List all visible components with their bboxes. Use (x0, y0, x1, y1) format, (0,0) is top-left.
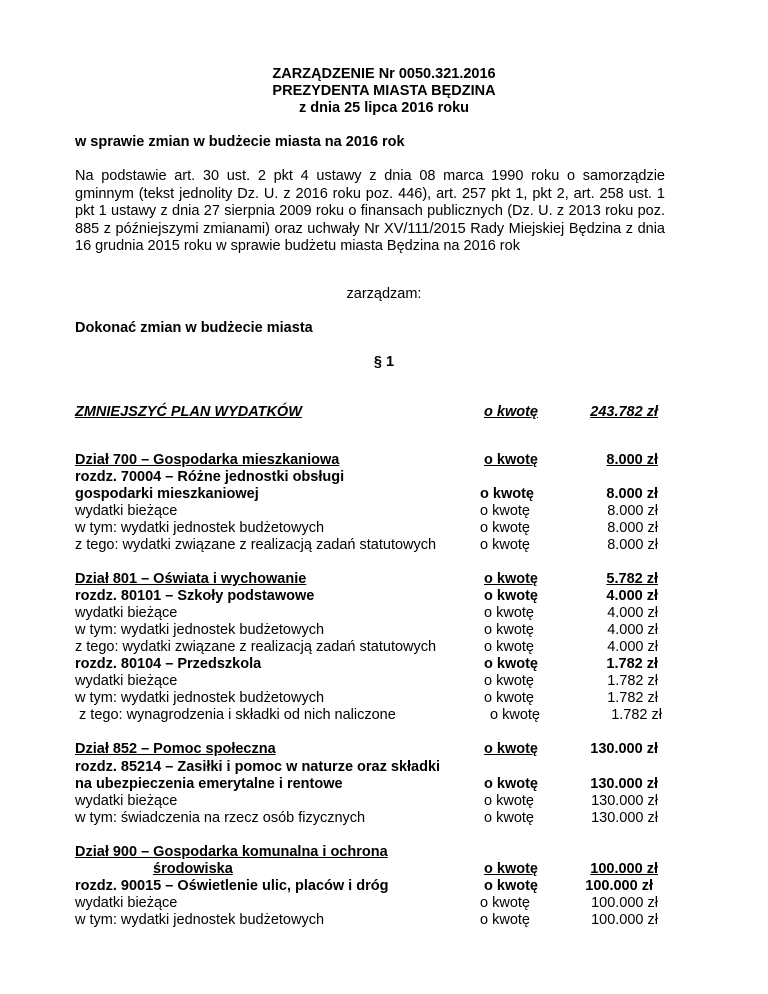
row-kw: o kwotę (484, 605, 534, 621)
row-label: wydatki bieżące (75, 605, 178, 621)
row-kw: o kwotę (480, 912, 530, 928)
row-label: w tym: wydatki jednostek budżetowych (75, 690, 325, 706)
row-label: Dział 700 – Gospodarka mieszkaniowa (75, 452, 340, 468)
row-label: Dział 852 – Pomoc społeczna (75, 741, 276, 757)
row-kw: o kwotę (480, 520, 530, 536)
row-amount: 8.000 zł (606, 486, 658, 502)
row-amount: 130.000 zł (590, 741, 658, 757)
decree-date: z dnia 25 lipca 2016 roku (298, 100, 470, 116)
row-kw: o kwotę (484, 622, 534, 638)
row-label: Dział 900 – Gospodarka komunalna i ochrona (75, 844, 388, 860)
row-amount: 8.000 zł (606, 452, 658, 468)
issuer: PREZYDENTA MIASTA BĘDZINA (272, 83, 496, 99)
row-amount: 100.000 zł (585, 878, 653, 894)
row-amount: 4.000 zł (607, 622, 658, 638)
row-amount: 100.000 zł (591, 895, 658, 911)
row-label: z tego: wynagrodzenia i składki od nich naliczone (75, 707, 396, 723)
row-kw: o kwotę (484, 861, 538, 877)
row-kw: o kwotę (484, 639, 534, 655)
row-label: wydatki bieżące (75, 673, 178, 689)
row-kw: o kwotę (484, 776, 538, 792)
instruction: Dokonać zmian w budżecie miasta (75, 320, 313, 336)
row-kw: o kwotę (484, 793, 534, 809)
row-kw: o kwotę (484, 741, 538, 757)
row-kw: o kwotę (490, 707, 540, 723)
row-amount: 4.000 zł (606, 588, 658, 604)
row-label: wydatki bieżące (75, 793, 178, 809)
row-amount: 4.000 zł (607, 605, 658, 621)
row-label: w tym: wydatki jednostek budżetowych (75, 520, 325, 536)
row-kw: o kwotę (484, 571, 538, 587)
row-kw: o kwotę (484, 673, 534, 689)
row-label: rozdz. 85214 – Zasiłki i pomoc w naturze oraz składki (75, 759, 441, 775)
row-label: w tym: świadczenia na rzecz osób fizycznych (75, 810, 366, 826)
row-amount: 130.000 zł (591, 810, 658, 826)
row-label: środowiska (153, 861, 233, 877)
row-kw: o kwotę (484, 690, 534, 706)
row-amount: 8.000 zł (607, 520, 658, 536)
row-amount: 100.000 zł (590, 861, 658, 877)
section-heading: ZMNIEJSZYĆ PLAN WYDATKÓW (75, 404, 302, 420)
row-label: gospodarki mieszkaniowej (75, 486, 259, 502)
section-total: 243.782 zł (590, 404, 658, 420)
row-kw: o kwotę (484, 878, 538, 894)
row-amount: 4.000 zł (607, 639, 658, 655)
row-amount: 1.782 zł (607, 673, 658, 689)
row-amount: 1.782 zł (607, 690, 658, 706)
row-amount: 5.782 zł (606, 571, 658, 587)
row-label: Dział 801 – Oświata i wychowanie (75, 571, 307, 587)
legal-basis: Na podstawie art. 30 ust. 2 pkt 4 ustawy z dnia 08 marca 1990 roku o samorządzie gminnym (tekst jednolity Dz. U. z 2016 roku poz. 446), art. 257 pkt 1, pkt 2, art. 258 ust. 1 pkt 1 ustawy z dnia 27 sierpnia 2009 roku o finansach publicznych (Dz. U. z 2013 roku poz. 885 z późniejszymi zmianami) oraz uchwały Nr XV/111/2015 Rady Miejskiej Będzina z dnia 16 grudnia 2015 roku w sprawie budżetu miasta Będzina na 2016 rok (75, 168, 665, 254)
row-label: rozdz. 80101 – Szkoły podstawowe (75, 588, 315, 604)
row-amount: 100.000 zł (591, 912, 658, 928)
subject: w sprawie zmian w budżecie miasta na 2016 rok (75, 134, 405, 150)
row-amount: 130.000 zł (591, 793, 658, 809)
row-kw: o kwotę (480, 503, 530, 519)
row-kw: o kwotę (480, 895, 530, 911)
decree-number: ZARZĄDZENIE Nr 0050.321.2016 (272, 66, 496, 82)
row-label: z tego: wydatki związane z realizacją zadań statutowych (75, 639, 437, 655)
row-kw: o kwotę (484, 588, 538, 604)
row-kw: o kwotę (484, 810, 534, 826)
row-amount: 8.000 zł (607, 503, 658, 519)
row-kw: o kwotę (480, 537, 530, 553)
row-amount: 1.782 zł (611, 707, 662, 723)
row-label: wydatki bieżące (75, 503, 178, 519)
row-kw: o kwotę (480, 486, 534, 502)
decree-word: zarządzam: (346, 286, 422, 302)
section-by-amount: o kwotę (484, 404, 538, 420)
row-label: wydatki bieżące (75, 895, 178, 911)
row-amount: 8.000 zł (607, 537, 658, 553)
row-label: z tego: wydatki związane z realizacją zadań statutowych (75, 537, 437, 553)
row-label: rozdz. 80104 – Przedszkola (75, 656, 262, 672)
row-kw: o kwotę (484, 656, 538, 672)
row-label: rozdz. 70004 – Różne jednostki obsługi (75, 469, 345, 485)
row-amount: 1.782 zł (606, 656, 658, 672)
row-label: na ubezpieczenia emerytalne i rentowe (75, 776, 343, 792)
row-amount: 130.000 zł (590, 776, 658, 792)
row-label: rozdz. 90015 – Oświetlenie ulic, placów i dróg (75, 878, 389, 894)
paragraph-mark: § 1 (373, 354, 395, 370)
row-kw: o kwotę (484, 452, 538, 468)
row-label: w tym: wydatki jednostek budżetowych (75, 622, 325, 638)
row-label: w tym: wydatki jednostek budżetowych (75, 912, 325, 928)
